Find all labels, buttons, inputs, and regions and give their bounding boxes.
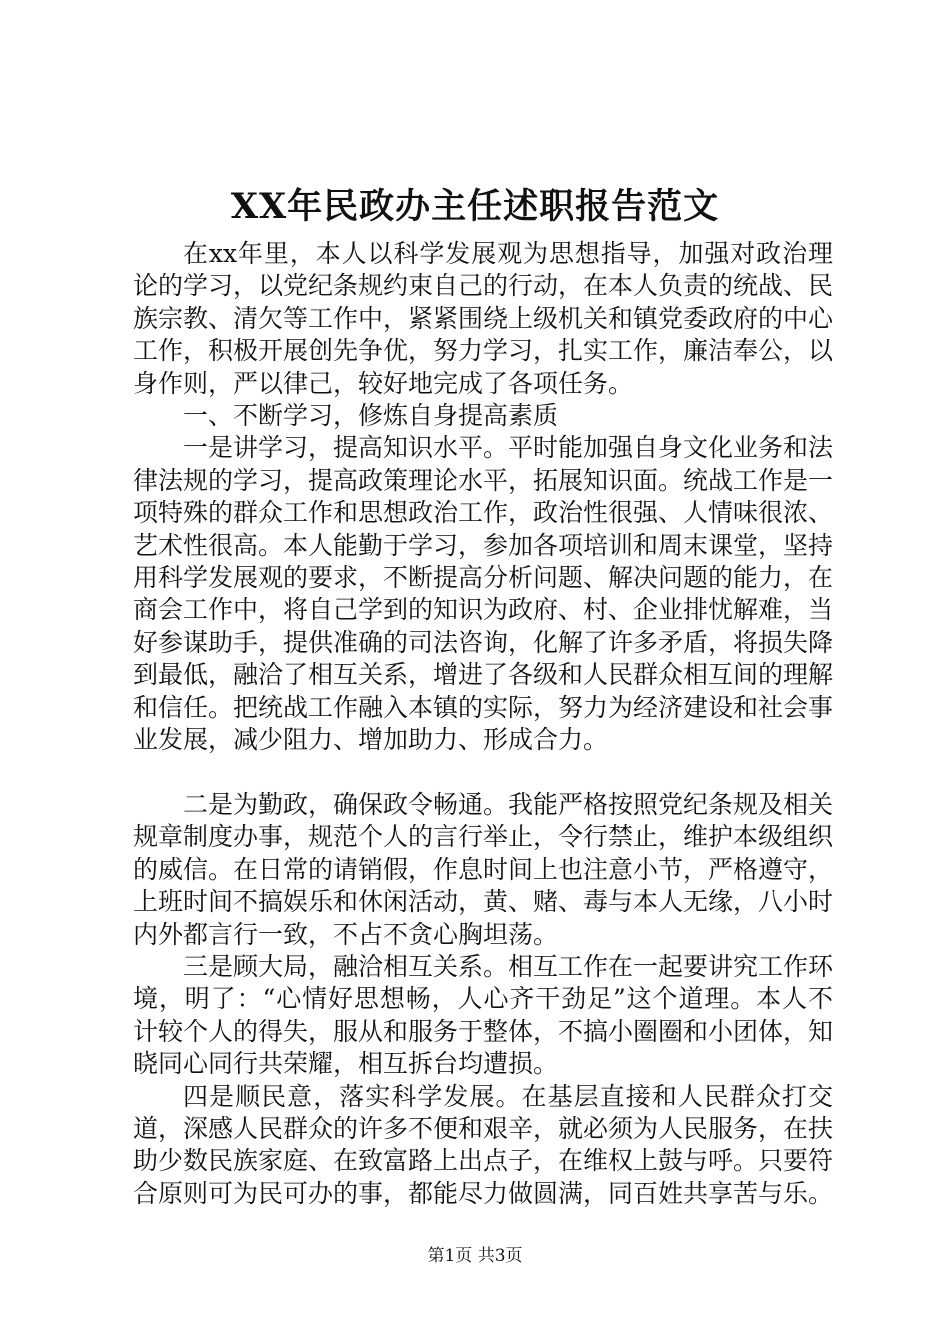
paragraph-diligence: 二是为勤政，确保政令畅通。我能严格按照党纪条规及相关规章制度办事，规范个人的言行举止，令行禁止，维护本级组织的威信。在日常的请销假，作息时间上也注意小节，严格遵守，上班时间不搞娱乐和休闲活动，黄、赌、毒与本人无缘，八小时内外都言行一致，不占不贪心胸坦荡。 (133, 789, 834, 949)
section-heading: 一、不断学习，修炼自身提高素质 (183, 401, 559, 431)
paragraph-big-picture: 三是顾大局，融洽相互关系。相互工作在一起要讲究工作环境，明了：“心情好思想畅，人心齐干劲足”这个道理。本人不计较个人的得失，服从和服务于整体，不搞小圈圈和小团体，知晓同心同行共荣耀，相互拆台均遭损。 (133, 951, 834, 1079)
document-title: XX年民政办主任述职报告范文 (230, 186, 720, 227)
paragraph-public-will: 四是顺民意，落实科学发展。在基层直接和人民群众打交道，深感人民群众的许多不便和艰辛，就必须为人民服务，在扶助少数民族家庭、在致富路上出点子，在维权上鼓与呼。只要符合原则可为民可办的事，都能尽力做圆满，同百姓共享苦与乐。 (133, 1081, 834, 1208)
page-number-footer: 第1页 共3页 (427, 1246, 523, 1266)
document-body (133, 238, 833, 1210)
paragraph-study: 一是讲学习，提高知识水平。平时能加强自身文化业务和法律法规的学习，提高政策理论水平，拓展知识面。统战工作是一项特殊的群众工作和思想政治工作，政治性很强、人情味很浓、艺术性很高。本人能勤于学习，参加各项培训和周末课堂，坚持用科学发展观的要求，不断提高分析问题、解决问题的能力，在商会工作中，将自己学到的知识为政府、村、企业排忧解难，当好参谋助手，提供准确的司法咨询，化解了许多矛盾，将损失降到最低，融洽了相互关系，增进了各级和人民群众相互间的理解和信任。把统战工作融入本镇的实际，努力为经济建设和社会事业发展，减少阻力、增加助力、形成合力。 (133, 433, 834, 755)
paragraph-intro: 在xx年里，本人以科学发展观为思想指导，加强对政治理论的学习，以党纪条规约束自己的行动，在本人负责的统战、民族宗教、清欠等工作中，紧紧围绕上级机关和镇党委政府的中心工作，积极开展创先争优，努力学习，扎实工作，廉洁奉公，以身作则，严以律己，较好地完成了各项任务。 (133, 239, 834, 398)
